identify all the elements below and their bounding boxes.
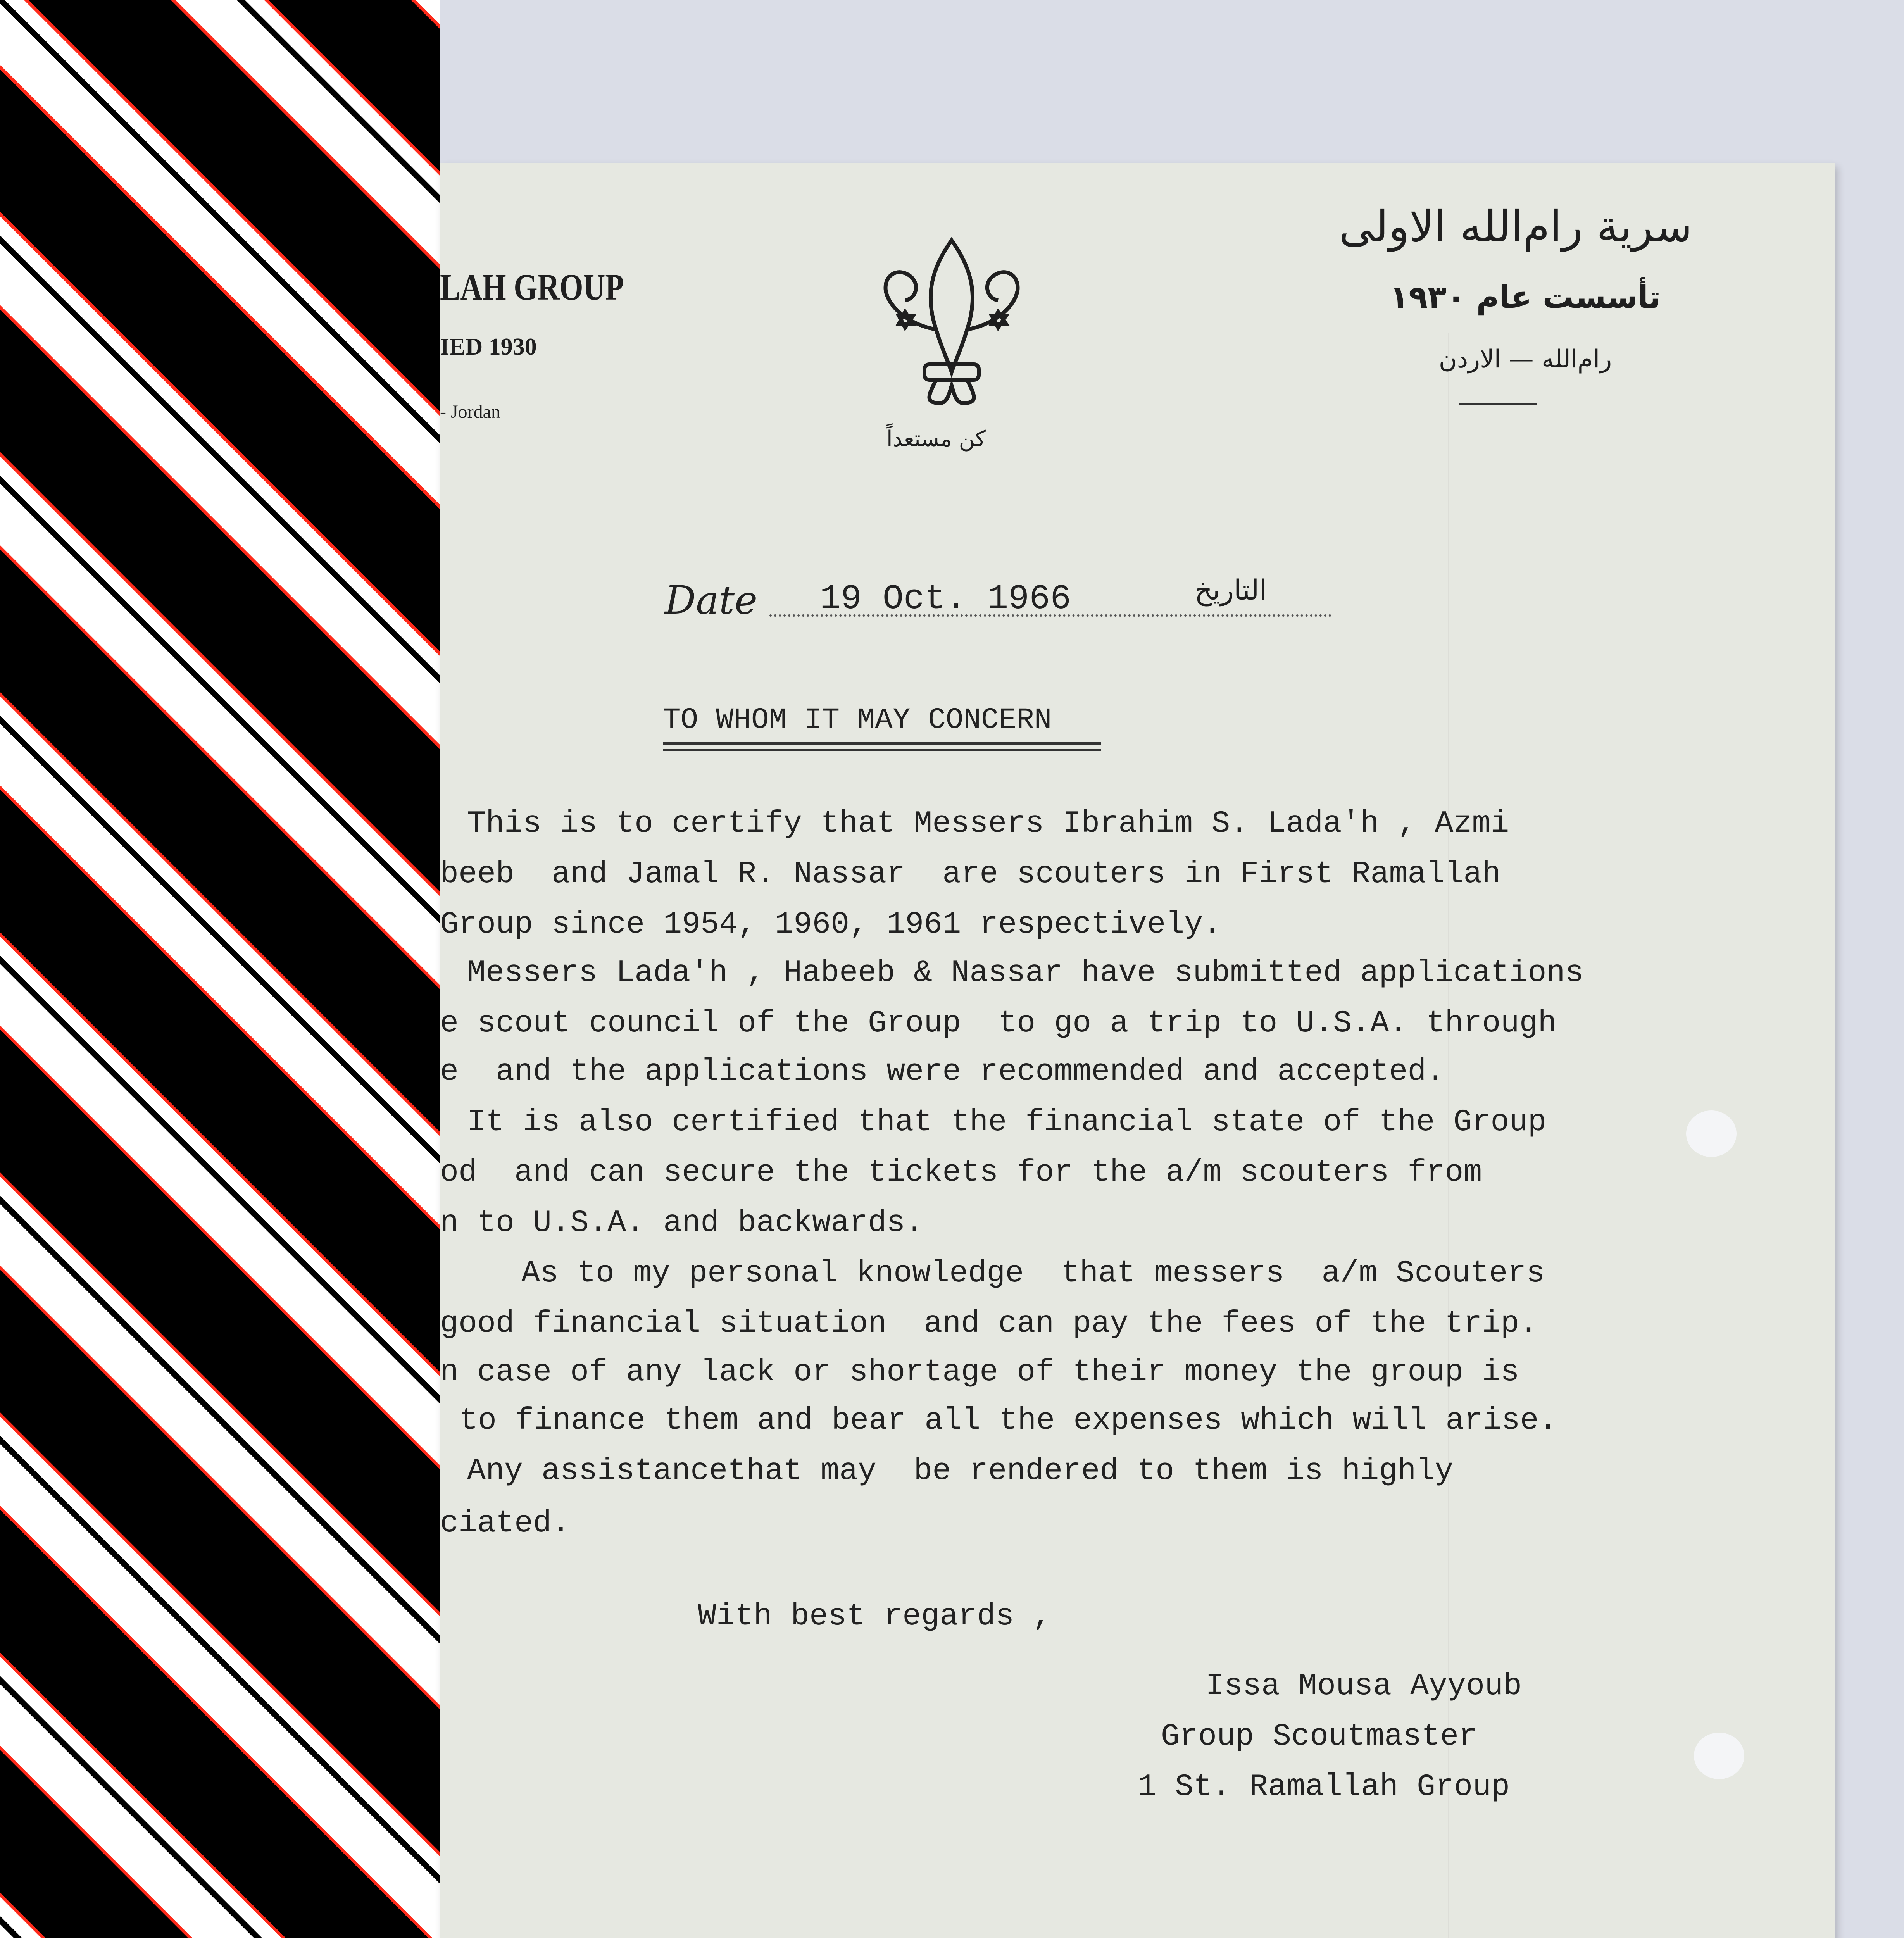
body-line: As to my personal knowledge that messers a/m Scouters	[521, 1256, 1545, 1291]
motto-arabic: كن مستعداً	[886, 426, 986, 452]
date-label: Date	[665, 578, 758, 623]
letterhead-arabic-location: رام‌الله — الاردن	[1438, 345, 1612, 374]
body-line: od and can secure the tickets for the a/m scouters from	[440, 1155, 1482, 1190]
punch-hole-top	[1686, 1110, 1737, 1157]
letterhead-founded: IED 1930	[440, 334, 537, 360]
letterhead-group-name: LAH GROUP	[440, 266, 624, 308]
body-line: n to U.S.A. and backwards.	[440, 1205, 924, 1241]
striped-background-panel	[0, 0, 440, 1938]
body-line: ciated.	[440, 1506, 571, 1541]
body-line: good financial situation and can pay the fees of the trip.	[440, 1306, 1538, 1341]
letter-paper	[440, 163, 1835, 1938]
closing-line: With best regards ,	[698, 1599, 1052, 1634]
signature-group: 1 St. Ramallah Group	[1138, 1769, 1510, 1805]
heading-underline-double	[663, 749, 1101, 751]
punch-hole-bottom	[1694, 1733, 1744, 1779]
heading-underline	[663, 742, 1101, 745]
signature-title: Group Scoutmaster	[1161, 1719, 1478, 1754]
body-line: This is to certify that Messers Ibrahim S. Lada'h , Azmi	[467, 806, 1509, 841]
date-label-arabic: التاريخ	[1194, 574, 1267, 606]
letterhead-arabic-rule	[1459, 403, 1537, 405]
body-line: e and the applications were recommended and accepted.	[440, 1054, 1445, 1090]
fleur-de-lis-emblem	[866, 233, 1037, 411]
body-line: n case of any lack or shortage of their money the group is	[440, 1355, 1519, 1390]
letterhead-location: - Jordan	[440, 402, 500, 422]
body-line: to finance them and bear all the expenses which will arise.	[459, 1403, 1557, 1438]
letterhead-arabic-founded: تأسست عام ١٩٣٠	[1390, 279, 1661, 315]
body-line: Any assistancethat may be rendered to them is highly	[467, 1454, 1454, 1489]
date-value: 19 Oct. 1966	[820, 579, 1071, 619]
letter-heading: TO WHOM IT MAY CONCERN	[663, 703, 1052, 737]
body-line: It is also certified that the financial state of the Group	[467, 1105, 1547, 1140]
body-line: Messers Lada'h , Habeeb & Nassar have submitted applications	[467, 955, 1584, 991]
body-line: beeb and Jamal R. Nassar are scouters in First Ramallah	[440, 857, 1501, 892]
body-line: e scout council of the Group to go a trip to U.S.A. through	[440, 1006, 1557, 1041]
letterhead-arabic-title: سرية رام‌الله الاولى	[1339, 202, 1692, 252]
body-line: Group since 1954, 1960, 1961 respectively.	[440, 907, 1222, 942]
signature-name: Issa Mousa Ayyoub	[1206, 1669, 1522, 1704]
